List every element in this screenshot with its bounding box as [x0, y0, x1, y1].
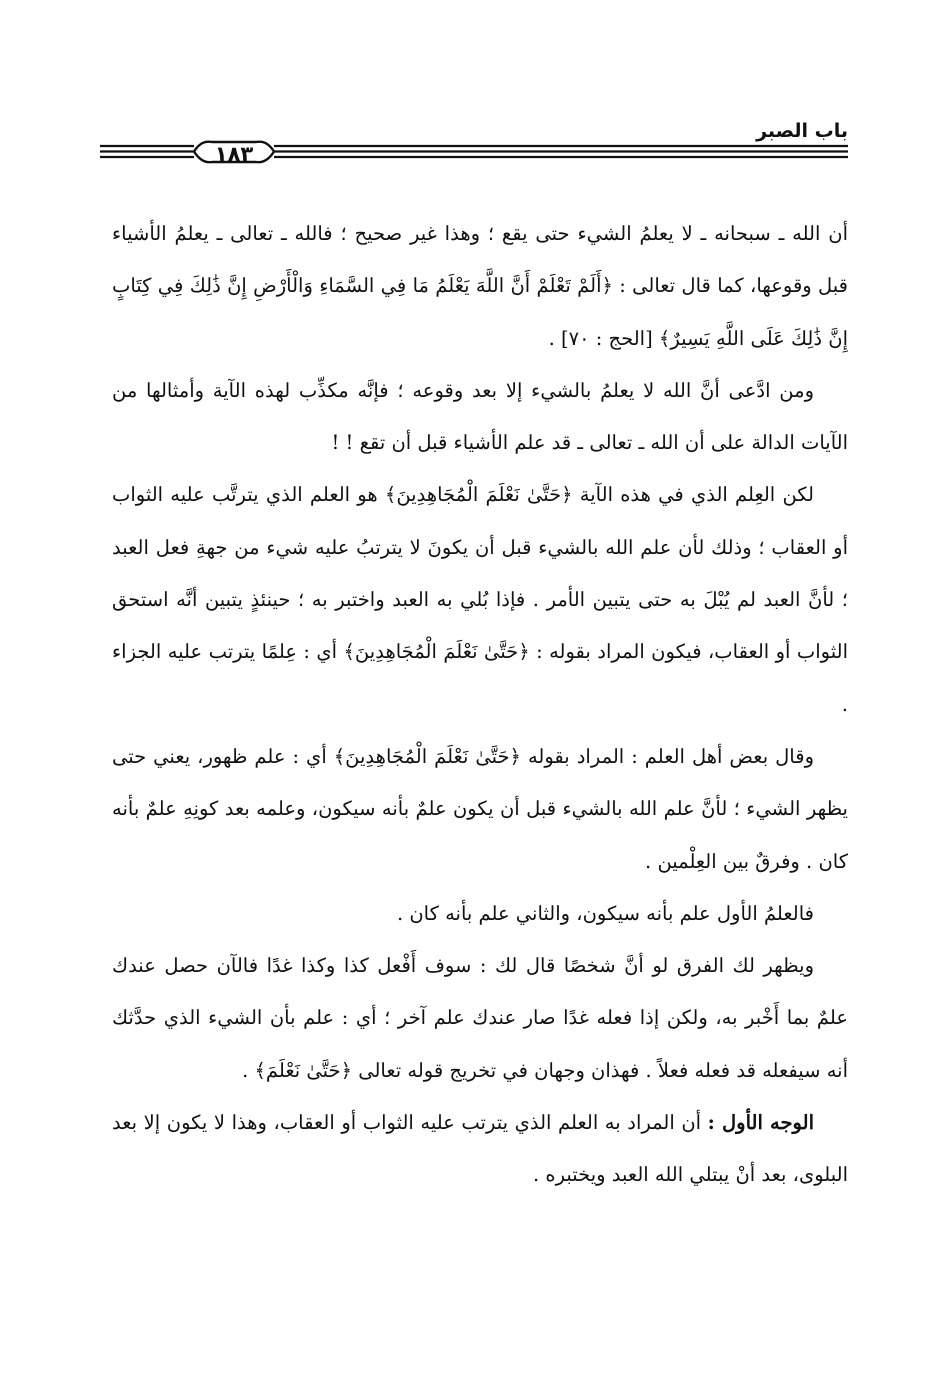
paragraph-1: أن الله ـ سبحانه ـ لا يعلمُ الشيء حتى يقع ؛ وهذا غير صحيح ؛ فالله ـ تعالى ـ يعلمُ الأشياء قبل وقوعها، كما قال تعالى : ﴿أَلَمْ تَعْلَمْ أَنَّ اللَّهَ يَعْلَمُ مَا فِي السَّمَاءِ وَالْأَرْضِ إِنَّ ذَٰلِكَ فِي كِتَابٍ إِنَّ ذَٰلِكَ عَلَى اللَّهِ يَسِيرٌ﴾ [الحج : ٧٠] .: [112, 222, 848, 350]
paragraph-5: فالعلمُ الأول علم بأنه سيكون، والثاني علم بأنه كان .: [396, 901, 814, 925]
paragraph-7-lead: الوجه الأول :: [707, 1111, 814, 1135]
paragraph-3: لكن العِلم الذي في هذه الآية ﴿حَتَّىٰ نَعْلَمَ الْمُجَاهِدِينَ﴾ هو العلم الذي يترتَّب عليه الثواب أو العقاب ؛ وذلك لأن علم الله بالشيء قبل أن يكونَ لا يترتبُ عليه شيء من جهةِ فعل العبد ؛ لأنَّ العبد لم يُبْلَ به حتى يتبين الأمر . فإذا بُلي به العبد واختبر به ؛ حينئذٍ يتبين أنَّه استحق الثواب أو العقاب، فيكون المراد بقوله : ﴿حَتَّىٰ نَعْلَمَ الْمُجَاهِدِينَ﴾ أي : عِلمًا يترتب عليه الجزاء .: [112, 483, 848, 716]
paragraph-7-text: أن المراد به العلم الذي يترتب عليه الثواب أو العقاب، وهذا لا يكون إلا بعد البلوى، بعد أنْ يبتلي الله العبد ويختبره .: [112, 1111, 848, 1187]
page-body: [112, 208, 848, 1202]
paragraph-2: ومن ادَّعى أنَّ الله لا يعلمُ بالشيء إلا بعد وقوعه ؛ فإنَّه مكذِّب لهذه الآية وأمثالها من الآيات الدالة على أن الله ـ تعالى ـ قد علم الأشياء قبل أن تقع ! !: [112, 378, 848, 455]
chapter-title: باب الصبر: [756, 120, 848, 142]
paragraph-7: [112, 1097, 848, 1202]
paragraph-4: وقال بعض أهل العلم : المراد بقوله ﴿حَتَّىٰ نَعْلَمَ الْمُجَاهِدِينَ﴾ أي : علم ظهور، يعني حتى يظهر الشيء ؛ لأنَّ علم الله بالشيء قبل أن يكون علمٌ بأنه سيكون، وعلمه بعد كونِهِ علمٌ بأنه كان . وفرقٌ بين العِلْمين .: [112, 744, 848, 873]
page-header: [100, 118, 848, 168]
page-number: ١٨٣: [214, 142, 254, 166]
paragraph-6: ويظهر لك الفرق لو أنَّ شخصًا قال لك : سوف أَفْعل كذا وكذا غدًا فالآن حصل عندك علمٌ بما أَخْبر به، ولكن إذا فعله غدًا صار عندك علم آخر ؛ أي : علم بأن الشيء الذي حدَّثك أنه سيفعله قد فعله فعلاً . فهذان وجهان في تخريج قوله تعالى ﴿حَتَّىٰ نَعْلَمَ﴾ .: [112, 954, 848, 1082]
